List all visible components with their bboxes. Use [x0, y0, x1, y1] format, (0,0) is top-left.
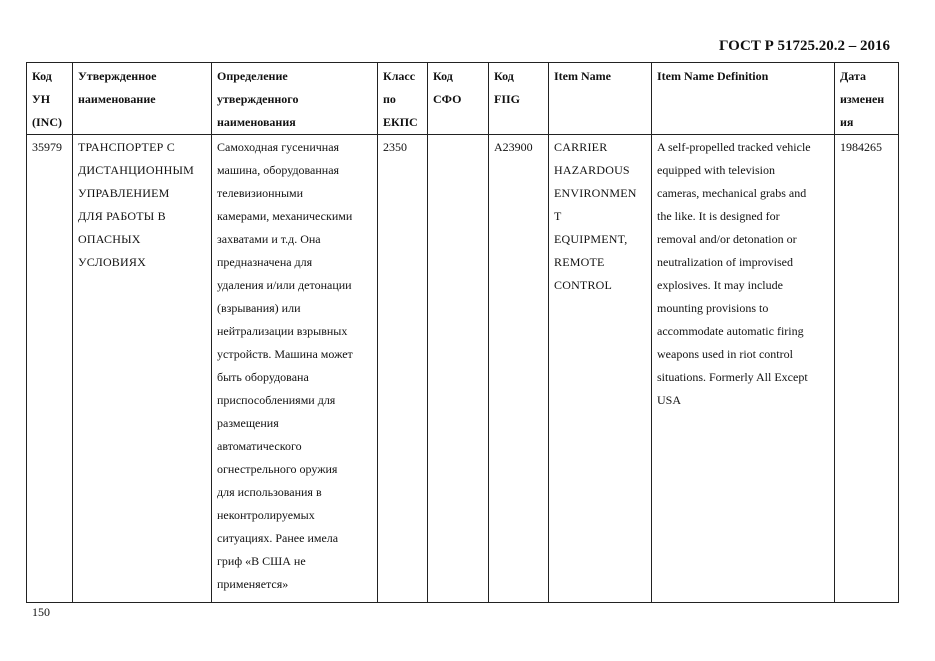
header-change-date	[835, 63, 899, 135]
text-line: accommodate automatic firing	[657, 324, 804, 338]
cell-ekps-class: 2350	[378, 135, 428, 603]
text-line: USA	[657, 393, 682, 407]
text-line: нейтрализации взрывных	[217, 324, 348, 338]
text-line: Дата	[840, 69, 866, 83]
item-name-registry-table	[26, 62, 899, 603]
text-line: утвержденного	[217, 92, 299, 106]
text-line: Класс	[383, 69, 416, 83]
text-line: ЕКПС	[383, 115, 418, 129]
header-inc-code	[27, 63, 73, 135]
text-line: T	[554, 209, 562, 223]
text-line: приспособлениями для	[217, 393, 336, 407]
text-line: СФО	[433, 92, 462, 106]
document-standard-title: ГОСТ Р 51725.20.2 – 2016	[718, 38, 890, 54]
header-approved-name	[73, 63, 212, 135]
text-line: огнестрельного оружия	[217, 462, 338, 476]
text-line: (INC)	[32, 115, 62, 129]
cell-sfo-code	[428, 135, 489, 603]
text-line: быть оборудована	[217, 370, 309, 384]
text-line: наименования	[217, 115, 296, 129]
table-row	[27, 135, 899, 603]
text-line: CARRIER	[554, 140, 608, 154]
text-line: A self-propelled tracked vehicle	[657, 140, 811, 154]
header-item-name-definition	[652, 63, 835, 135]
header-sfo-code	[428, 63, 489, 135]
text-line: по	[383, 92, 396, 106]
cell-fiig-code: A23900	[489, 135, 549, 603]
text-line: HAZARDOUS	[554, 163, 630, 177]
text-line: mounting provisions to	[657, 301, 769, 315]
header-item-name	[549, 63, 652, 135]
text-line: предназначена для	[217, 255, 313, 269]
header-definition	[212, 63, 378, 135]
text-line: neutralization of improvised	[657, 255, 793, 269]
text-line: захватами и т.д. Она	[217, 232, 321, 246]
text-line: автоматического	[217, 439, 302, 453]
text-line: cameras, mechanical grabs and	[657, 186, 807, 200]
text-line: Item Name	[554, 69, 611, 83]
text-line: машина, оборудованная	[217, 163, 340, 177]
text-line: для использования в	[217, 485, 322, 499]
text-line: (взрывания) или	[217, 301, 301, 315]
text-line: УПРАВЛЕНИЕМ	[78, 186, 170, 200]
cell-change-date: 1984265	[835, 135, 899, 603]
text-line: УН	[32, 92, 51, 106]
text-line: телевизионными	[217, 186, 304, 200]
text-line: Код	[433, 69, 453, 83]
text-line: ДЛЯ РАБОТЫ В	[78, 209, 166, 223]
text-line: ДИСТАНЦИОННЫМ	[78, 163, 194, 177]
text-line: неконтролируемых	[217, 508, 315, 522]
text-line: explosives. It may include	[657, 278, 783, 292]
text-line: наименование	[78, 92, 156, 106]
cell-inc: 35979	[27, 135, 73, 603]
text-line: situations. Formerly All Except	[657, 370, 808, 384]
cell-definition	[212, 135, 378, 603]
text-line: the like. It is designed for	[657, 209, 780, 223]
cell-item-name-definition	[652, 135, 835, 603]
text-line: гриф «В США не	[217, 554, 306, 568]
text-line: ия	[840, 115, 854, 129]
text-line: ситуациях. Ранее имела	[217, 531, 339, 545]
header-ekps-class	[378, 63, 428, 135]
text-line: удаления и/или детонации	[217, 278, 352, 292]
text-line: камерами, механическими	[217, 209, 353, 223]
text-line: weapons used in riot control	[657, 347, 793, 361]
cell-item-name	[549, 135, 652, 603]
text-line: Самоходная гусеничная	[217, 140, 340, 154]
table-header-row	[27, 63, 899, 135]
text-line: equipped with television	[657, 163, 775, 177]
text-line: Определение	[217, 69, 288, 83]
text-line: Утвержденное	[78, 69, 157, 83]
text-line: устройств. Машина может	[217, 347, 353, 361]
text-line: EQUIPMENT,	[554, 232, 628, 246]
text-line: CONTROL	[554, 278, 613, 292]
text-line: Код	[494, 69, 514, 83]
text-line: Код	[32, 69, 52, 83]
text-line: изменен	[840, 92, 885, 106]
text-line: УСЛОВИЯХ	[78, 255, 146, 269]
cell-approved-name	[73, 135, 212, 603]
text-line: FIIG	[494, 92, 521, 106]
text-line: размещения	[217, 416, 279, 430]
text-line: применяется»	[217, 577, 289, 591]
text-line: ENVIRONMEN	[554, 186, 637, 200]
text-line: ОПАСНЫХ	[78, 232, 141, 246]
text-line: Item Name Definition	[657, 69, 769, 83]
header-fiig-code	[489, 63, 549, 135]
text-line: REMOTE	[554, 255, 605, 269]
page-number: 150	[32, 605, 50, 619]
text-line: removal and/or detonation or	[657, 232, 797, 246]
text-line: ТРАНСПОРТЕР С	[78, 140, 175, 154]
